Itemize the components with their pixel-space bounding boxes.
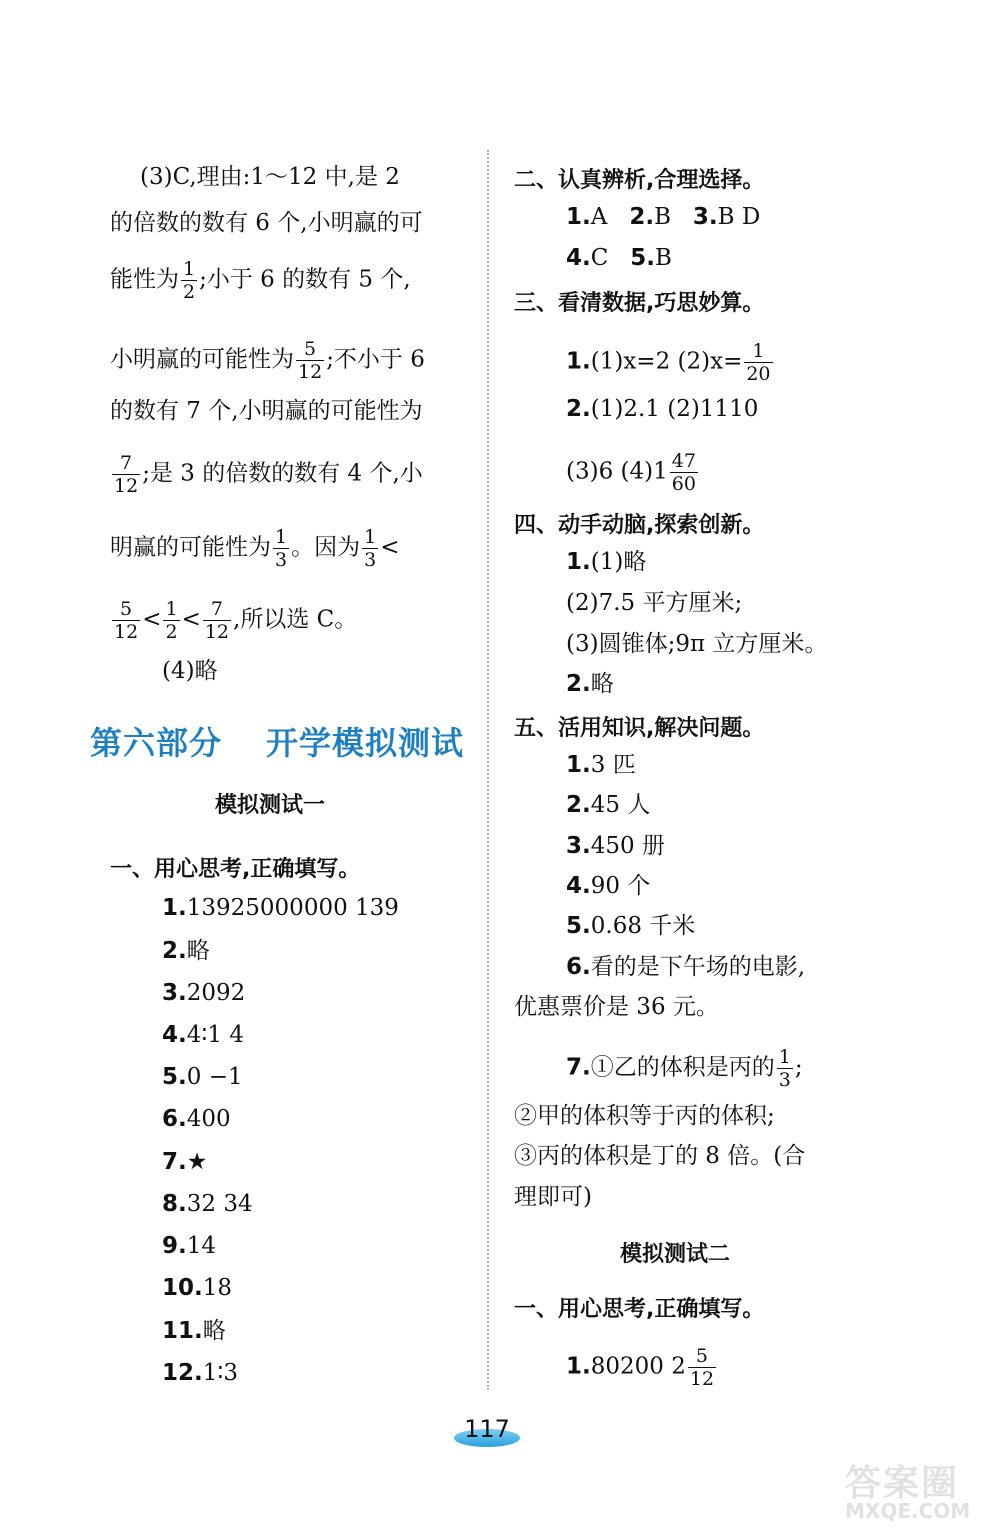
answer-3-line-2: 的倍数的数有 6 个,小明赢的可: [110, 210, 423, 236]
section-2-line-2: 4.C 5.B: [566, 245, 672, 271]
item-number: 5.: [566, 913, 591, 939]
item-answer: 略: [202, 1318, 226, 1344]
section-2-title: 二、认真辨析,合理选择。: [514, 168, 765, 193]
list-item: [162, 978, 245, 1008]
test-2-title: 模拟测试二: [620, 1242, 731, 1267]
list-item: [566, 871, 650, 901]
section-5-answer-7-line-2: ②甲的体积等于丙的体积;: [514, 1103, 775, 1129]
answer-3-line-4: 小明赢的可能性为 $\frac{5}{12}$ ;不小于 6: [110, 338, 425, 383]
item-number: 1.: [566, 752, 591, 778]
answer-3-line-3: 能性为 $\frac{1}{2}$ ;小于 6 的数有 5 个,: [110, 258, 411, 303]
section-2-line-1: 1.A 2.B 3.B D: [566, 204, 761, 230]
list-item: [162, 1358, 238, 1388]
item-answer: 18: [202, 1275, 233, 1301]
item-number: 4.: [162, 1022, 187, 1048]
fraction: $\frac{5}{12}$: [689, 1345, 715, 1390]
fraction: $\frac{5}{12}$: [298, 338, 323, 383]
item-number: 9.: [162, 1233, 187, 1259]
section-5-title: 五、活用知识,解决问题。: [514, 716, 765, 741]
page-number: 117: [454, 1415, 520, 1447]
item-answer: 1∶3: [202, 1360, 239, 1386]
fraction: $\frac{5}{12}$: [114, 598, 139, 643]
item-number: 10.: [162, 1275, 203, 1301]
list-item: [162, 1104, 231, 1134]
section-5-answer-7-line-3: ③丙的体积是丁的 8 倍。(合: [514, 1143, 806, 1169]
watermark: [845, 1455, 995, 1525]
test-2-section-1-title: 一、用心思考,正确填写。: [514, 1297, 765, 1322]
list-item: [162, 893, 399, 923]
section-3-line-1: 1.(1)x=2 (2)x= $\frac{1}{20}$: [566, 340, 771, 385]
item-answer: 3 匹: [590, 752, 636, 778]
section-5-answer-7-line-1: 7.①乙的体积是丙的 $\frac{1}{3}$ ;: [566, 1046, 803, 1091]
fraction: $\frac{1}{3}$: [275, 526, 288, 571]
item-answer: ★: [186, 1149, 208, 1175]
fraction: $\frac{7}{12}$: [204, 598, 230, 643]
section-4-line-3: (3)圆锥体;9π 立方厘米。: [566, 631, 828, 657]
answer-3-line-5: 的数有 7 个,小明赢的可能性为: [110, 398, 423, 424]
item-number: 6.: [162, 1106, 187, 1132]
fraction: $\frac{1}{2}$: [165, 598, 178, 643]
item-answer: 0 −1: [186, 1064, 243, 1090]
section-4-line-4: 2.略: [566, 671, 614, 697]
list-item: [566, 750, 636, 780]
answer-3-line-6: $\frac{7}{12}$ ;是 3 的倍数的数有 4 个,小: [114, 452, 423, 497]
item-number: 5.: [162, 1064, 187, 1090]
answer-4: (4)略: [162, 658, 218, 684]
answer-3-line-7: 明赢的可能性为 $\frac{1}{3}$ 。因为 $\frac{1}{3}$ <: [110, 526, 400, 571]
item-answer: 0.68 千米: [590, 913, 696, 939]
section-5-answer-6-line-1: 6.看的是下午场的电影,: [566, 954, 806, 980]
item-number: 7.: [162, 1149, 187, 1175]
answer-3-line-1: (3)C,理由:1～12 中,是 2: [140, 164, 400, 190]
column-divider: [487, 150, 489, 1390]
fraction: $\frac{1}{3}$: [778, 1046, 791, 1091]
list-item: [162, 1062, 243, 1092]
fraction: $\frac{47}{60}$: [671, 450, 696, 495]
item-answer: 14: [186, 1233, 217, 1259]
fraction: $\frac{1}{20}$: [746, 340, 771, 385]
list-item: [162, 1147, 207, 1177]
item-number: 12.: [162, 1360, 203, 1386]
section-3-line-3: (3)6 (4)1 $\frac{47}{60}$: [566, 450, 696, 495]
fraction: $\frac{1}{3}$: [364, 526, 377, 571]
item-answer: 90 个: [590, 873, 651, 899]
list-item: [162, 1189, 253, 1219]
section-4-line-2: (2)7.5 平方厘米;: [566, 590, 743, 616]
test-2-answer-1: 1.80200 2 $\frac{5}{12}$: [566, 1345, 715, 1390]
list-item: [162, 1316, 226, 1346]
list-item: [566, 790, 650, 820]
test-1-title: 模拟测试一: [215, 793, 326, 818]
item-answer: 450 册: [590, 833, 665, 859]
item-number: 2.: [162, 938, 187, 964]
list-item: [162, 1020, 244, 1050]
item-number: 4.: [566, 873, 591, 899]
item-answer: 13925000000 139: [186, 895, 399, 921]
list-item: [566, 911, 695, 941]
list-item: [162, 1273, 232, 1303]
list-item: [162, 1231, 216, 1261]
part-title: 第六部分 开学模拟测试: [90, 724, 465, 762]
watermark-url: MXQE.COM: [845, 1499, 971, 1523]
section-4-line-1: 1.(1)略: [566, 549, 647, 575]
section-5-answer-7-line-4: 理即可): [514, 1184, 592, 1210]
item-answer: 略: [186, 938, 210, 964]
item-answer: 2092: [186, 980, 246, 1006]
fraction: $\frac{1}{2}$: [183, 258, 196, 303]
item-answer: 4∶1 4: [186, 1022, 244, 1048]
item-number: 8.: [162, 1191, 187, 1217]
answer-3-line-8: $\frac{5}{12}$ < $\frac{1}{2}$ < $\frac{7}{12}$ ,所以选 C。: [114, 598, 358, 643]
item-number: 11.: [162, 1318, 203, 1344]
item-number: 2.: [566, 792, 591, 818]
section-3-line-2: 2.(1)2.1 (2)1110: [566, 396, 759, 422]
item-number: 3.: [162, 980, 187, 1006]
fraction: $\frac{7}{12}$: [114, 452, 139, 497]
section-5-answer-6-line-2: 优惠票价是 36 元。: [514, 994, 719, 1020]
watermark-text: 答案圈: [845, 1463, 960, 1504]
item-answer: 32 34: [186, 1191, 253, 1217]
item-answer: 45 人: [590, 792, 651, 818]
section-3-title: 三、看清数据,巧思妙算。: [514, 291, 765, 316]
test-1-section-1-title: 一、用心思考,正确填写。: [110, 857, 361, 882]
list-item: [162, 936, 210, 966]
item-number: 1.: [162, 895, 187, 921]
list-item: [566, 831, 665, 861]
item-answer: 400: [186, 1106, 231, 1132]
section-4-title: 四、动手动脑,探索创新。: [514, 513, 765, 538]
item-number: 3.: [566, 833, 591, 859]
